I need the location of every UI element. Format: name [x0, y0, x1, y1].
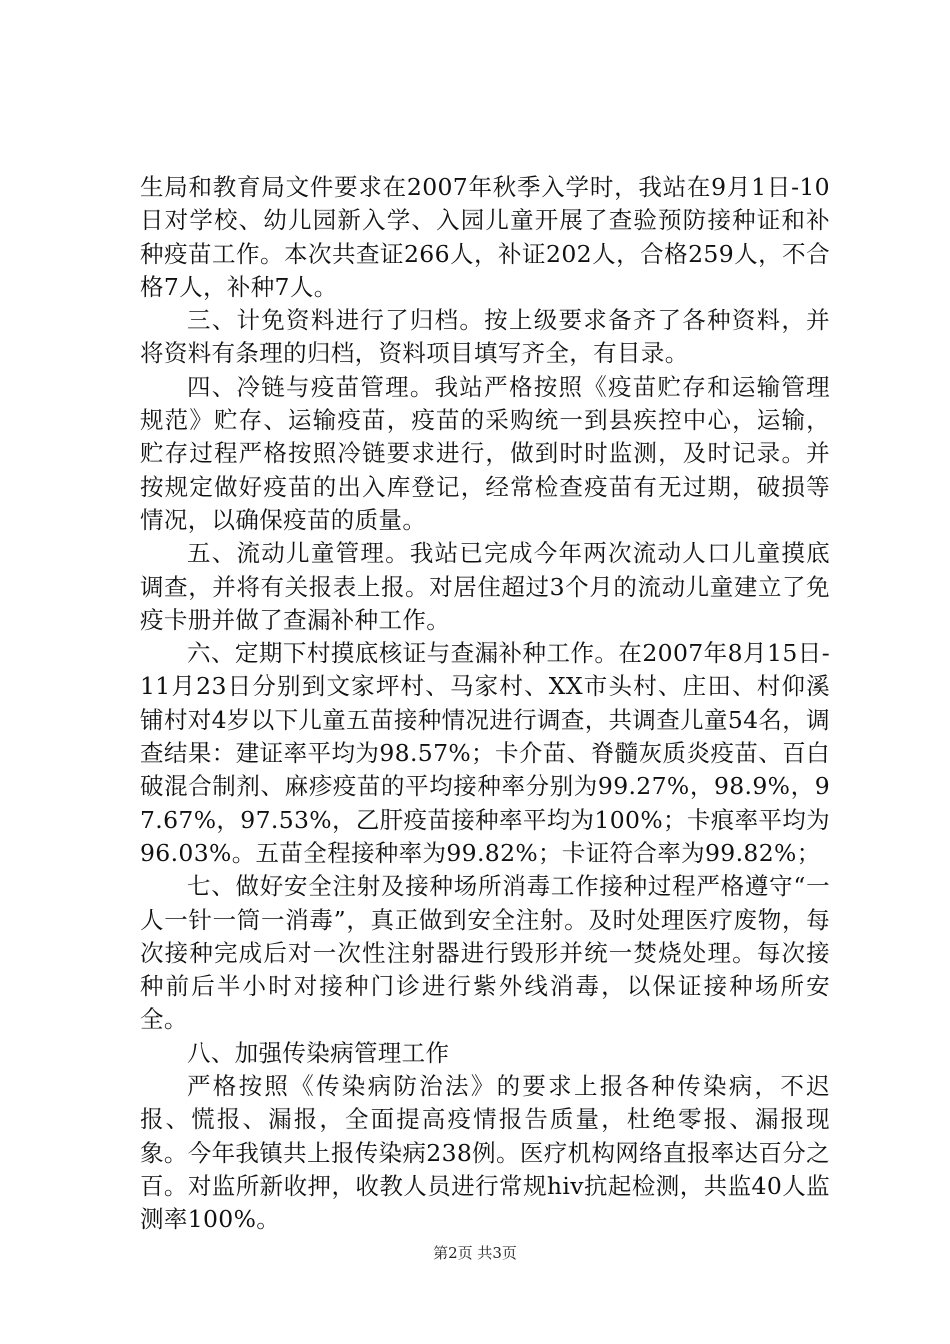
paragraph-safe-injection: 七、做好安全注射及接种场所消毒工作接种过程严格遵守“一人一针一筒一消毒”，真正做到安全注射。及时处理医疗废物，每次接种完成后对一次性注射器进行毁形并统一焚烧处理。每次接种前后半小时对接种门诊进行紫外线消毒，以保证接种场所安全。 — [140, 872, 830, 1034]
paragraph-migrant-children: 五、流动儿童管理。我站已完成今年两次流动人口儿童摸底调查，并将有关报表上报。对居住超过3个月的流动儿童建立了免疫卡册并做了查漏补种工作。 — [140, 539, 830, 634]
paragraph-disease-reporting: 严格按照《传染病防治法》的要求上报各种传染病，不迟报、慌报、漏报，全面提高疫情报告质量，杜绝零报、漏报现象。今年我镇共上报传染病238例。医疗机构网络直报率达百分之百。对监所新收押，收教人员进行常规hiv抗起检测，共监40人监测率100%。 — [140, 1072, 830, 1234]
document-body — [140, 171, 830, 1237]
paragraph-cold-chain-management: 四、冷链与疫苗管理。我站严格按照《疫苗贮存和运输管理规范》贮存、运输疫苗，疫苗的采购统一到县疾控中心，运输，贮存过程严格按照冷链要求进行，做到时时监测，及时记录。并按规定做好疫苗的出入库登记，经常检查疫苗有无过期，破损等情况，以确保疫苗的质量。 — [140, 372, 830, 534]
section-heading-infectious-disease: 八、加强传染病管理工作 — [187, 1038, 450, 1067]
paragraph-records-archiving: 三、计免资料进行了归档。按上级要求备齐了各种资料，并将资料有条理的归档，资料项目填写齐全，有目录。 — [140, 306, 830, 368]
paragraph-village-survey: 六、定期下村摸底核证与查漏补种工作。在2007年8月15日-11月23日分别到文家坪村、马家村、XX市头村、庄田、村仰溪铺村对4岁以下儿童五苗接种情况进行调查，共调查儿童54名，调查结果：建证率平均为98.57%；卡介苗、脊髓灰质炎疫苗、百白破混合制剂、麻疹疫苗的平均接种率分别为99.27%，98.9%，97.67%，97.53%，乙肝疫苗接种率平均为100%；卡痕率平均为96.03%。五苗全程接种率为99.82%；卡证符合率为99.82%； — [140, 639, 830, 867]
paragraph-school-vaccination-check: 生局和教育局文件要求在2007年秋季入学时，我站在9月1日-10日对学校、幼儿园新入学、入园儿童开展了查验预防接种证和补种疫苗工作。本次共查证266人，补证202人，合格259人，不合格7人，补种7人。 — [140, 173, 830, 301]
page-number-footer: 第2页 共3页 — [433, 1244, 517, 1262]
